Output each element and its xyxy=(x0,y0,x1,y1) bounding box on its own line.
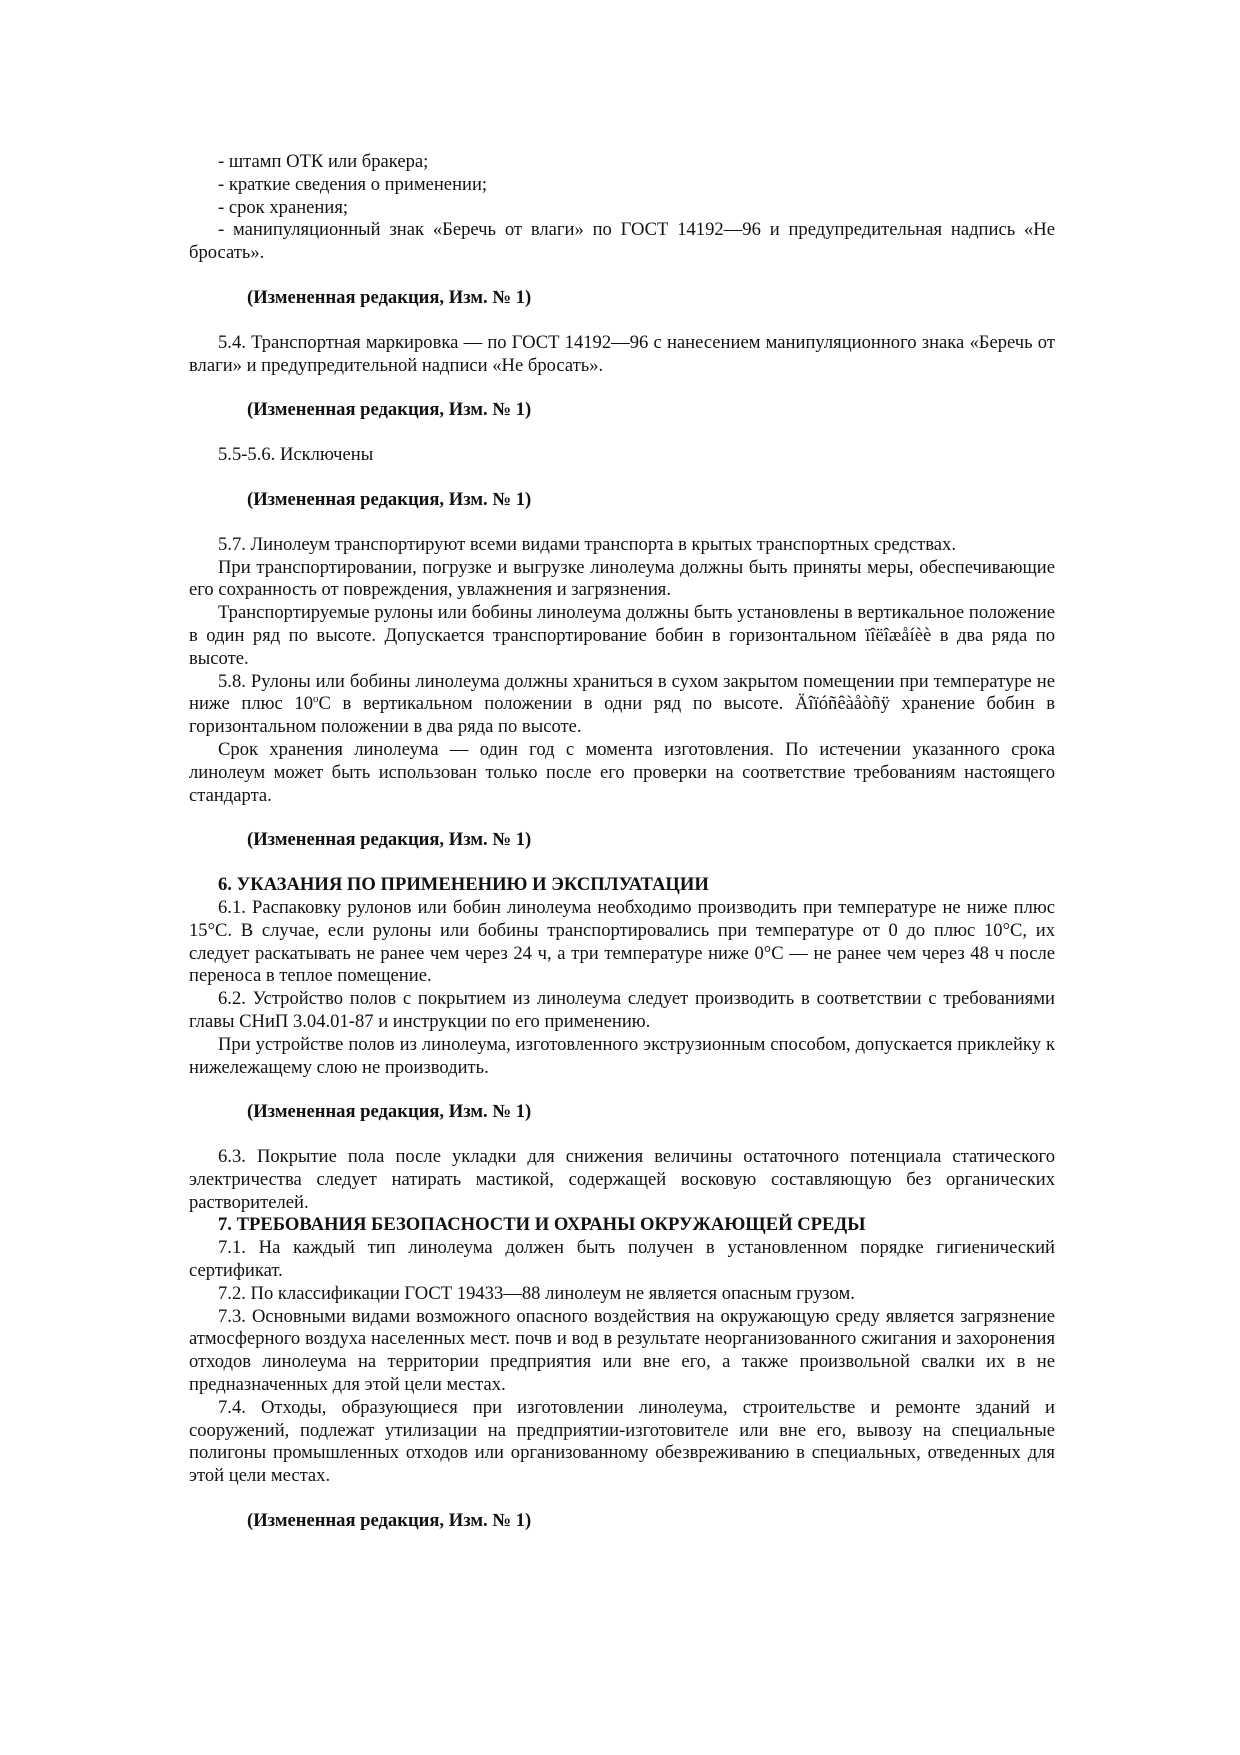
section-heading-7: 7. ТРЕБОВАНИЯ БЕЗОПАСНОСТИ И ОХРАНЫ ОКРУЖАЮЩЕЙ СРЕДЫ xyxy=(218,1214,866,1236)
paragraph-7-2: 7.2. По классификации ГОСТ 19433—88 линолеум не является опасным грузом. xyxy=(218,1282,855,1304)
list-item: - штамп ОТК или бракера; xyxy=(218,151,429,172)
paragraph-7-4: 7.4. Отходы, образующиеся при изготовлении линолеума, строительстве и ремонте зданий и сооружений, подлежат утилизации на предприятии-изготовителе или вне его, вывозу на специальные полигоны промышленных отходов или организованному обезвреживанию в специальных, отведенных для этой цели местах. xyxy=(189,1396,1055,1487)
edition-note: (Измененная редакция, Изм. № 1) xyxy=(247,1510,532,1532)
edition-note: (Измененная редакция, Изм. № 1) xyxy=(247,286,532,308)
paragraph-5-8-start: 5.8. Рулоны или бобины линолеума должны храниться в сухом закрытом помещении при температуре не ниже плюс 10 xyxy=(189,670,1055,715)
paragraph-7-1: 7.1. На каждый тип линолеума должен быть получен в установленном порядке гигиенический сертификат. xyxy=(189,1237,1055,1282)
paragraph-6-2-extrusion: При устройстве полов из линолеума, изготовленного экструзионным способом, допускается приклейку к нижележащему слою не производить. xyxy=(189,1033,1055,1078)
paragraph-7-3: 7.3. Основными видами возможного опасного воздействия на окружающую среду является загрязнение атмосферного воздуха населенных мест. почв и вод в результате неорганизованного сжигания и захоронения отходов линолеума на территории предприятия или вне его, а также произвольной свалки их в не предназначенных для этой цели местах. xyxy=(189,1305,1055,1396)
paragraph-5-4: 5.4. Транспортная маркировка — по ГОСТ 14192—96 с нанесением манипуляционного знака «Беречь от влаги» и предупредительной надписи «Не бросать». xyxy=(189,331,1055,376)
edition-note: (Измененная редакция, Изм. № 1) xyxy=(247,488,532,510)
paragraph-5-7-transport: При транспортировании, погрузке и выгрузке линолеума должны быть приняты меры, обеспечивающие его сохранность от повреждения, увлажнения и загрязнения. xyxy=(189,556,1055,601)
paragraph-6-3: 6.3. Покрытие пола после укладки для снижения величины остаточного потенциала статического электричества следует натирать мастикой, содержащей восковую составляющую без органических растворителей. xyxy=(189,1146,1055,1213)
paragraph-5-8-storage: Срок хранения линолеума — один год с момента изготовления. По истечении указанного срока линолеум может быть использован только после его проверки на соответствие требованиям настоящего стандарта. xyxy=(189,738,1055,806)
paragraph-5-7-rolls: Транспортируемые рулоны или бобины линолеума должны быть установлены в вертикальное положение в один ряд по высоте. Допускается транспортирование бобин в горизонтальном ïîëîæåíèè в два ряда по высоте. xyxy=(189,602,1055,669)
edition-note: (Измененная редакция, Изм. № 1) xyxy=(247,1101,532,1123)
document-body xyxy=(189,151,1055,1555)
paragraph-5-8-end: С в вертикальном положении в одни ряд по высоте. Äîïóñêàåòñÿ хранение бобин в горизонтальном положении в два ряда по высоте. xyxy=(189,693,1055,738)
list-item: - срок хранения; xyxy=(218,196,349,218)
paragraph-6-1: 6.1. Распаковку рулонов или бобин линолеума необходимо производить при температуре не ниже плюс 15°С. В случае, если рулоны или бобины транспортировались при температуре от 0 до плюс 10°С, их следует раскатывать не ранее чем через 24 ч, а три температуре ниже 0°С — не ранее чем через 48 ч после переноса в теплое помещение. xyxy=(189,896,1055,987)
paragraph-6-2: 6.2. Устройство полов с покрытием из линолеума следует производить в соответствии с требованиями главы СНиП 3.04.01-87 и инструкции по его применению. xyxy=(189,988,1055,1032)
paragraph-5-5: 5.5-5.6. Исключены xyxy=(218,444,374,466)
list-item: - краткие сведения о применении; xyxy=(218,173,488,195)
section-heading-6: 6. УКАЗАНИЯ ПО ПРИМЕНЕНИЮ И ЭКСПЛУАТАЦИИ xyxy=(218,874,709,896)
paragraph-5-7: 5.7. Линолеум транспортируют всеми видами транспорта в крытых транспортных средствах. xyxy=(218,533,956,555)
degree-mark: о xyxy=(313,693,319,706)
paragraph-5-8 xyxy=(189,671,1055,739)
list-item: - манипуляционный знак «Беречь от влаги» по ГОСТ 14192—96 и предупредительная надпись «Не бросать». xyxy=(189,219,1055,264)
edition-note: (Измененная редакция, Изм. № 1) xyxy=(247,399,532,421)
edition-note: (Измененная редакция, Изм. № 1) xyxy=(247,829,532,851)
